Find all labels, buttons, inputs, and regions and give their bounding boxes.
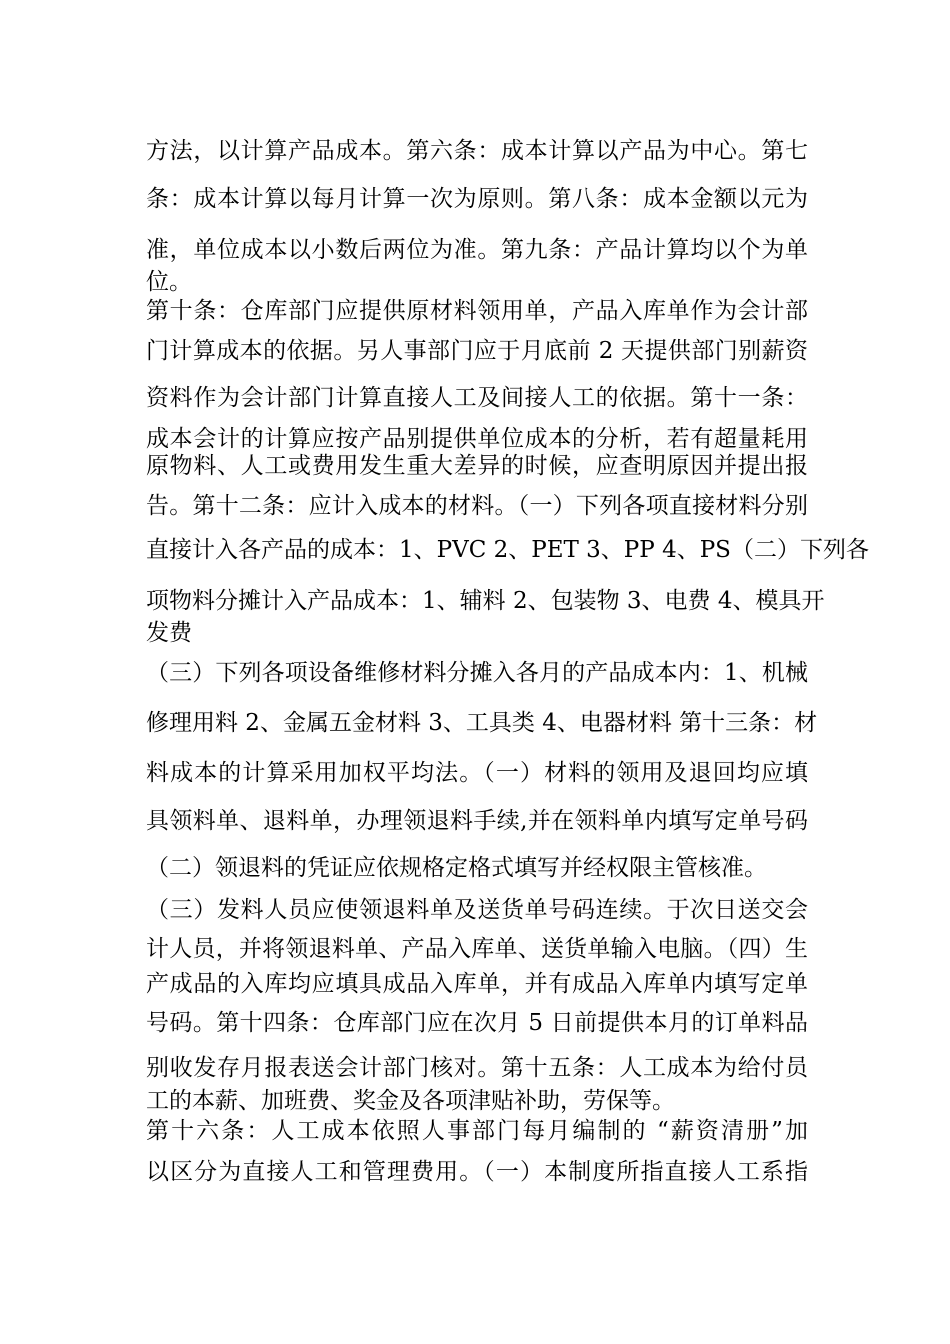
text-line: 计人员，并将领退料单、产品入库单、送货单输入电脑。（四）生	[146, 936, 808, 962]
text-line: 门计算成本的依据。另人事部门应于月底前 2 天提供部门别薪资	[146, 338, 808, 364]
text-line: 成本会计的计算应按产品别提供单位成本的分析，若有超量耗用	[146, 426, 808, 452]
text-line: 修理用料 2、金属五金材料 3、工具类 4、电器材料 第十三条：材	[146, 710, 818, 736]
text-line: 准，单位成本以小数后两位为准。第九条：产品计算均以个为单	[146, 237, 808, 263]
text-line: 号码。第十四条：仓库部门应在次月 5 日前提供本月的订单料品	[146, 1010, 808, 1036]
text-line: 工的本薪、加班费、奖金及各项津贴补助，劳保等。	[146, 1088, 675, 1114]
text-line: 第十条：仓库部门应提供原材料领用单，产品入库单作为会计部	[146, 298, 808, 324]
text-line: 具领料单、退料单，办理领退料手续,并在领料单内填写定单号码	[146, 808, 808, 834]
text-line: 方法，以计算产品成本。第六条：成本计算以产品为中心。第七	[146, 138, 808, 164]
text-line: 项物料分摊计入产品成本：1、辅料 2、包装物 3、电费 4、模具开	[146, 588, 825, 614]
text-line: 第十六条：人工成本依照人事部门每月编制的 “薪资清册”加	[146, 1118, 808, 1144]
text-line: 以区分为直接人工和管理费用。（一）本制度所指直接人工系指	[146, 1159, 808, 1185]
text-line: （二）领退料的凭证应依规格定格式填写并经权限主管核准。	[146, 855, 767, 881]
text-line: 直接计入各产品的成本：1、PVC 2、PET 3、PP 4、PS（二）下列各	[146, 537, 869, 563]
text-line: 发费	[146, 620, 192, 646]
text-line: 产成品的入库均应填具成品入库单，并有成品入库单内填写定单	[146, 971, 808, 997]
text-line: 原物料、人工或费用发生重大差异的时候，应查明原因并提出报	[146, 453, 808, 479]
text-line: 告。第十二条：应计入成本的材料。（一）下列各项直接材料分别	[146, 493, 808, 519]
text-line: （三）发料人员应使领退料单及送货单号码连续。于次日送交会	[146, 897, 808, 923]
text-line: 条：成本计算以每月计算一次为原则。第八条：成本金额以元为	[146, 186, 808, 212]
text-line: 料成本的计算采用加权平均法。（一）材料的领用及退回均应填	[146, 760, 808, 786]
text-line: 别收发存月报表送会计部门核对。第十五条：人工成本为给付员	[146, 1055, 808, 1081]
text-line: （三）下列各项设备维修材料分摊入各月的产品成本内：1、机械	[146, 660, 808, 686]
text-line: 资料作为会计部门计算直接人工及间接人工的依据。第十一条：	[146, 385, 808, 411]
text-line: 位。	[146, 269, 192, 295]
